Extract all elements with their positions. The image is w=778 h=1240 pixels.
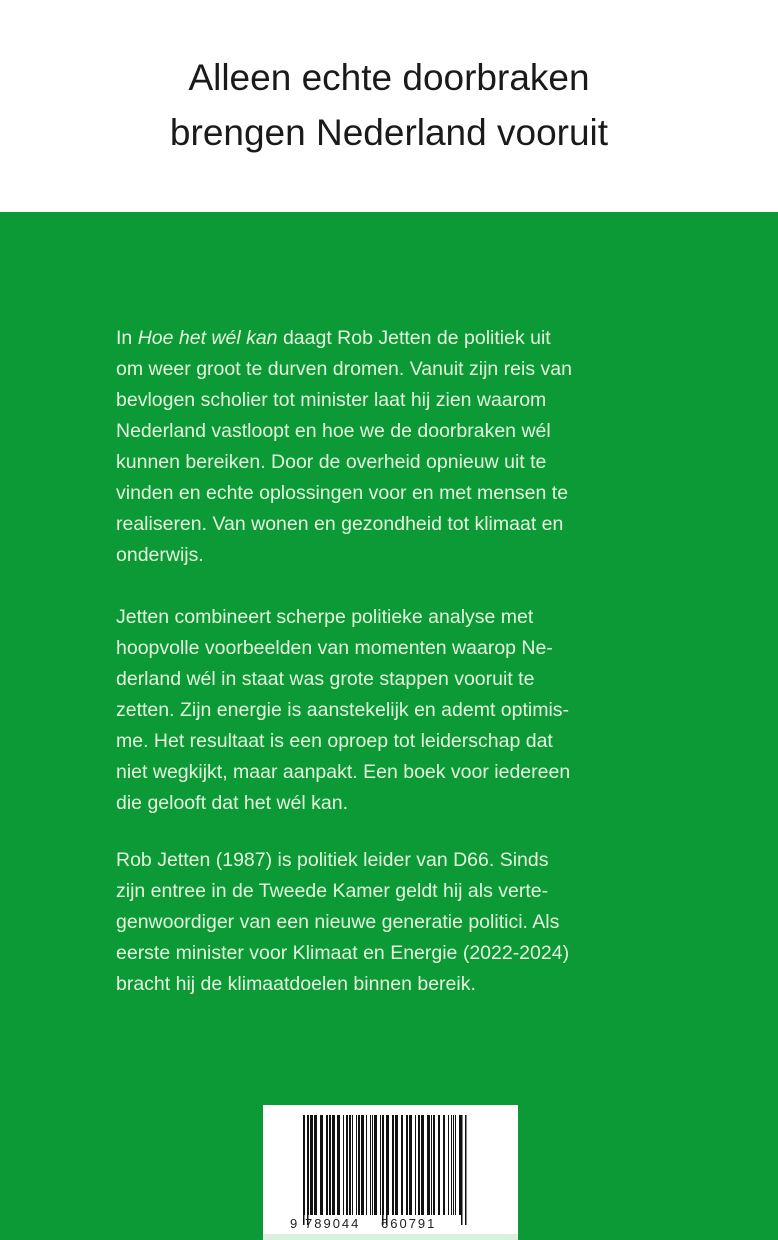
blurb-line: genwoordiger van een nieuwe generatie politici. Als — [116, 911, 560, 933]
blurb-line: zijn entree in de Tweede Kamer geldt hij als verte- — [116, 880, 549, 902]
title-line-1: Alleen echte doorbraken — [188, 57, 590, 98]
blurb-line — [116, 323, 572, 354]
blurb-line: kunnen bereiken. Door de overheid opnieuw uit te — [116, 451, 547, 473]
blurb-line: bevlogen scholier tot minister laat hij zien waarom — [116, 389, 547, 411]
isbn-barcode — [263, 1105, 518, 1240]
blurb-line: vinden en echte oplossingen voor en met mensen te — [116, 482, 569, 504]
text: daagt Rob Jetten de politiek uit — [277, 327, 551, 349]
book-title-italic: Hoe het wél kan — [137, 327, 278, 349]
blurb-line: niet wegkijkt, maar aanpakt. Een boek voor iedereen — [116, 761, 571, 783]
author-bio-paragraph — [116, 845, 569, 1000]
blurb-line: Jetten combineert scherpe politieke analyse met — [116, 606, 534, 628]
blurb-line: eerste minister voor Klimaat en Energie (2022-2024) — [116, 942, 570, 964]
barcode-digit-group: 9 — [290, 1216, 298, 1231]
blurb-line: derland wél in staat was grote stappen vooruit te — [116, 668, 535, 690]
blurb-line: onderwijs. — [116, 544, 204, 566]
blurb-paragraph-2 — [116, 602, 570, 819]
blurb-line: zetten. Zijn energie is aanstekelijk en ademt optimis- — [116, 699, 570, 721]
blurb-line: om weer groot te durven dromen. Vanuit zijn reis van — [116, 358, 572, 380]
blurb-line: realiseren. Van wonen en gezondheid tot klimaat en — [116, 513, 564, 535]
text: In — [116, 327, 138, 349]
blurb-line: me. Het resultaat is een oproep tot leiderschap dat — [116, 730, 553, 752]
blurb-line: Nederland vastloopt en hoe we de doorbraken wél — [116, 420, 551, 442]
cover-header — [0, 0, 778, 212]
blurb-line: die gelooft dat het wél kan. — [116, 792, 348, 814]
blurb-line: hoopvolle voorbeelden van momenten waarop Ne- — [116, 637, 553, 659]
cover-title — [0, 50, 778, 160]
blurb-line: Rob Jetten (1987) is politiek leider van D66. Sinds — [116, 849, 549, 871]
barcode-digit-group: 789044 — [305, 1216, 361, 1231]
title-line-2: brengen Nederland vooruit — [169, 112, 609, 153]
barcode-digits — [263, 1105, 518, 1240]
barcode-bottom-strip — [263, 1234, 518, 1240]
blurb-paragraph-1 — [116, 323, 572, 571]
blurb-line: bracht hij de klimaatdoelen binnen bereik. — [116, 973, 476, 995]
barcode-digit-group: 660791 — [381, 1216, 437, 1231]
